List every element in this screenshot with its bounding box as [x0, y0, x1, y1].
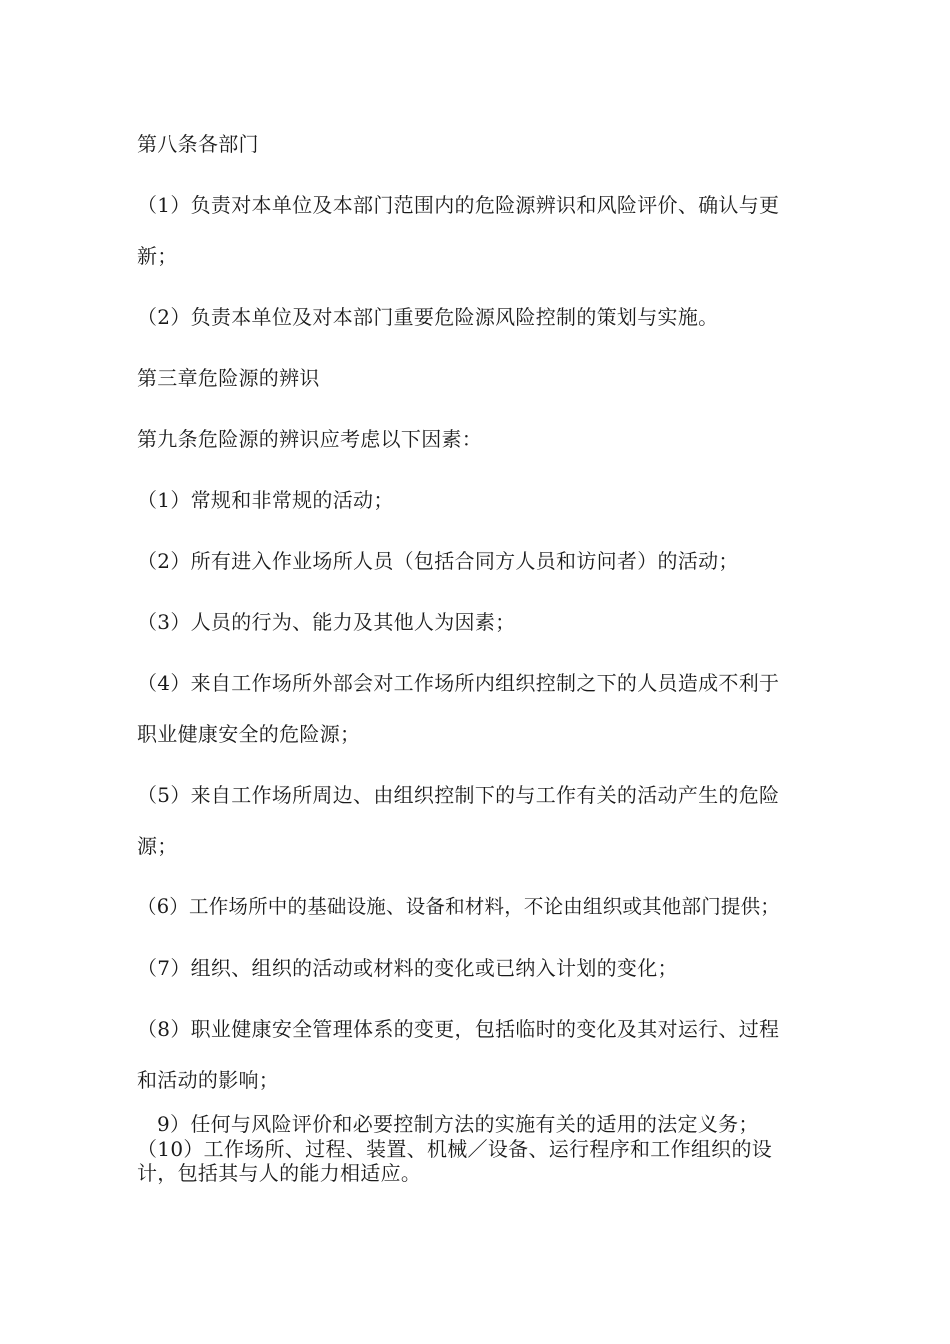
article-9-item-3: （3）人员的行为、能力及其他人为因素； [137, 610, 516, 634]
article-8-heading: 第八条各部门 [137, 132, 259, 156]
chapter-3-heading: 第三章危险源的辨识 [137, 366, 320, 390]
article-9-item-2: （2）所有进入作业场所人员（包括合同方人员和访问者）的活动； [137, 549, 739, 573]
article-8-item-1-continued: 新； [137, 244, 178, 268]
article-9-item-5: （5）来自工作场所周边、由组织控制下的与工作有关的活动产生的危险 [137, 783, 780, 807]
article-9-item-1: （1）常规和非常规的活动； [137, 488, 394, 512]
article-9-item-9: 9）任何与风险评价和必要控制方法的实施有关的适用的法定义务； [157, 1112, 759, 1136]
article-9-item-7: （7）组织、组织的活动或材料的变化或已纳入计划的变化； [137, 956, 678, 980]
article-9-item-10: （10）工作场所、过程、装置、机械／设备、运行程序和工作组织的设 [137, 1137, 773, 1161]
article-9-heading: 第九条危险源的辨识应考虑以下因素： [137, 427, 483, 451]
article-9-item-8: （8）职业健康安全管理体系的变更，包括临时的变化及其对运行、过程 [137, 1017, 780, 1041]
article-8-item-1: （1）负责对本单位及本部门范围内的危险源辨识和风险评价、确认与更 [137, 193, 780, 217]
article-8-item-2: （2）负责本单位及对本部门重要危险源风险控制的策划与实施。 [137, 305, 719, 329]
article-9-item-8-continued: 和活动的影响； [137, 1068, 280, 1092]
article-9-item-6: （6）工作场所中的基础设施、设备和材料，不论由组织或其他部门提供； [137, 895, 781, 918]
article-9-item-4: （4）来自工作场所外部会对工作场所内组织控制之下的人员造成不利于 [137, 671, 780, 695]
article-9-item-10-continued: 计，包括其与人的能力相适应。 [137, 1161, 422, 1185]
article-9-item-4-continued: 职业健康安全的危险源； [137, 722, 361, 746]
article-9-item-5-continued: 源； [137, 834, 178, 858]
